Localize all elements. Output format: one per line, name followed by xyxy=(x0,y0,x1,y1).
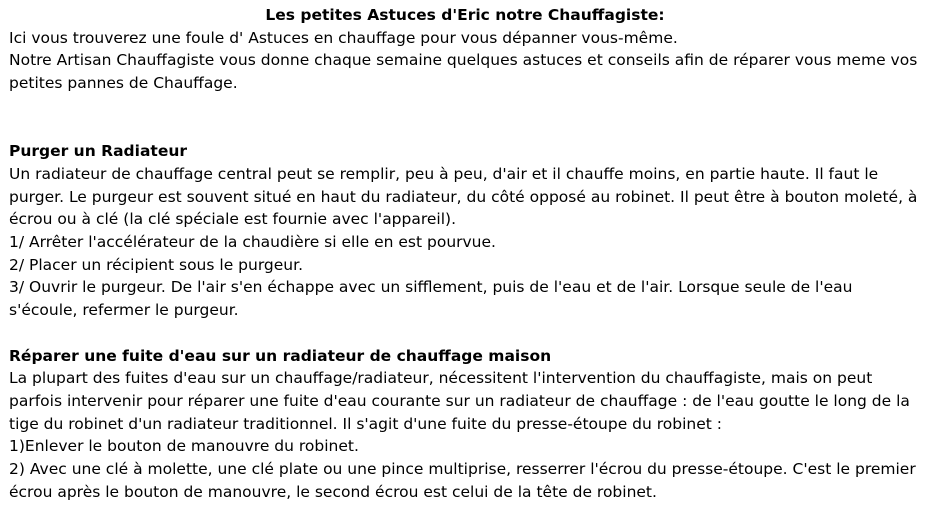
purger-step-3: 3/ Ouvrir le purgeur. De l'air s'en échappe avec un sifflement, puis de l'eau et de l'air. Lorsque seule de l'eau s'écoule, refermer le purgeur. xyxy=(9,278,853,320)
section-spacer xyxy=(9,95,921,140)
fuite-step-2: 2) Avec une clé à molette, une clé plate ou une pince multiprise, resserrer l'écrou du presse-étoupe. C'est le premier écrou après le bouton de manouvre, le second écrou est celui de la tête de robinet. xyxy=(9,460,916,501)
intro-line-2: Notre Artisan Chauffagiste vous donne chaque semaine quelques astuces et conseils afin de réparer vous meme vos petites pannes de Chauffage. xyxy=(9,51,918,93)
purger-step-2: 2/ Placer un récipient sous le purgeur. xyxy=(9,255,303,274)
section-paragraph-fuite: La plupart des fuites d'eau sur un chauffage/radiateur, nécessitent l'intervention du chauffagiste, mais on peut parfois intervenir pour réparer une fuite d'eau courante sur un radiateur de chauffage : de l'eau goutte le long de la tige du robinet d'un radiateur traditionnel. Il s'agit d'une fuite du presse-étoupe du robinet : xyxy=(9,369,910,433)
section-heading-purger: Purger un Radiateur xyxy=(9,142,188,161)
section-paragraph-purger: Un radiateur de chauffage central peut se remplir, peu à peu, d'air et il chauffe moins, en partie haute. Il faut le purger. Le purgeur est souvent situé en haut du radiateur, du côté opposé au robinet. Il peut être à bouton moleté, à écrou ou à clé (la clé spéciale est fournie avec l'appareil). xyxy=(9,164,918,229)
purger-step-1: 1/ Arrêter l'accélérateur de la chaudière si elle en est pourvue. xyxy=(9,233,496,252)
fuite-step-1: 1)Enlever le bouton de manouvre du robinet. xyxy=(9,437,359,456)
section-spacer xyxy=(9,322,921,345)
page-title: Les petites Astuces d'Eric notre Chauffagiste: xyxy=(265,6,665,24)
section-heading-fuite: Réparer une fuite d'eau sur un radiateur de chauffage maison xyxy=(9,346,552,365)
intro-line-1: Ici vous trouverez une foule d' Astuces en chauffage pour vous dépanner vous-même. xyxy=(9,28,678,47)
